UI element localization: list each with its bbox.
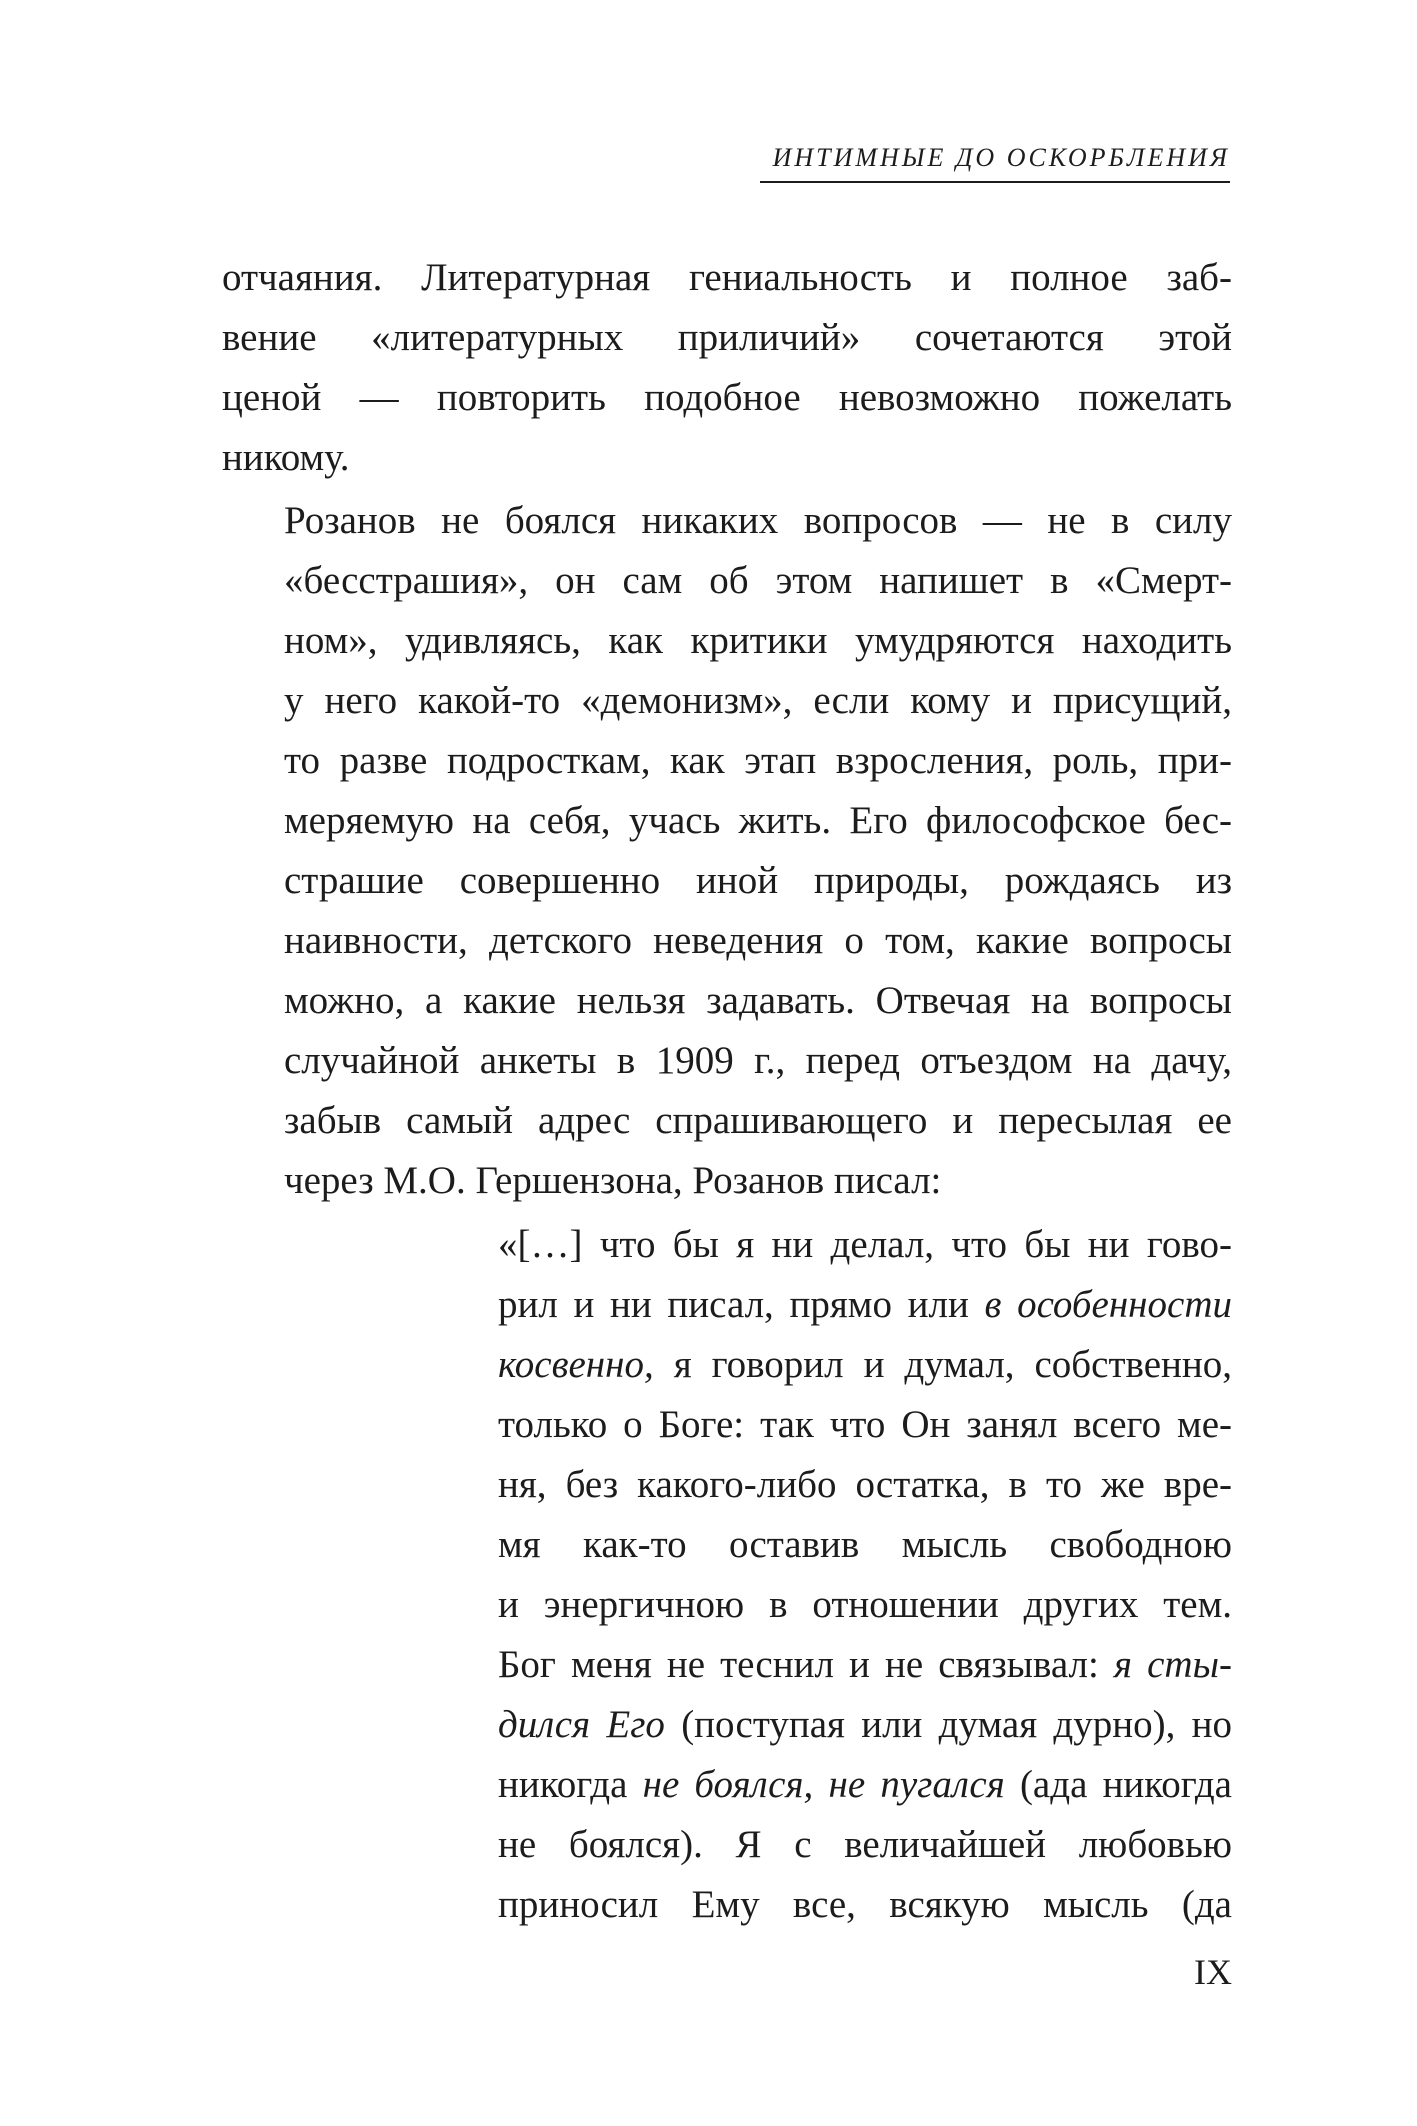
quote-text: рил и ни писал, прямо или — [498, 1283, 985, 1326]
body-text — [222, 248, 1232, 1211]
quote-line: не боялся). Я с величайшей любовью — [498, 1823, 1232, 1866]
quote-line: приносил Ему все, всякую мысль (да — [498, 1883, 1232, 1926]
text-line: ном», удивляясь, как критики умудряются находить — [284, 619, 1232, 662]
text-line: Розанов не боялся никаких вопросов — не в силу — [284, 499, 1232, 542]
text-line: никому. — [222, 436, 350, 479]
quote-italic: косвенно, — [498, 1343, 654, 1386]
text-line: отчаяния. Литературная гениальность и полное заб- — [222, 256, 1232, 299]
text-line: забыв самый адрес спрашивающего и пересылая ее — [284, 1099, 1232, 1142]
quote-line — [498, 1755, 1232, 1815]
quote-italic: дился Его — [498, 1703, 665, 1746]
block-quote — [498, 1215, 1232, 1935]
quote-italic: я сты- — [1113, 1643, 1232, 1686]
paragraph-2 — [222, 491, 1232, 1211]
quote-line — [498, 1695, 1232, 1755]
text-line: случайной анкеты в 1909 г., перед отъездом на дачу, — [284, 1039, 1232, 1082]
text-line: страшие совершенно иной природы, рождаясь из — [284, 859, 1232, 902]
running-head: ИНТИМНЫЕ ДО ОСКОРБЛЕНИЯ — [772, 143, 1230, 172]
text-line: ценой — повторить подобное невозможно пожелать — [222, 376, 1232, 419]
quote-line: ня, без какого-либо остатка, в то же вре- — [498, 1463, 1232, 1506]
running-head-rule — [760, 181, 1230, 183]
text-line: то разве подросткам, как этап взросления, роль, при- — [284, 739, 1232, 782]
quote-line: и энергичною в отношении других тем. — [498, 1583, 1232, 1626]
quote-line: только о Боге: так что Он занял всего ме- — [498, 1403, 1232, 1446]
quote-text: я говорил и думал, собственно, — [653, 1343, 1232, 1386]
text-line: через М.О. Гершензона, Розанов писал: — [284, 1159, 942, 1202]
quote-line: «[…] что бы я ни делал, что бы ни гово- — [498, 1223, 1232, 1266]
text-line: вение «литературных приличий» сочетаются этой — [222, 316, 1232, 359]
text-line: «бесстрашия», он сам об этом напишет в «Смерт- — [284, 559, 1232, 602]
quote-text: (ада никогда — [1004, 1763, 1232, 1806]
text-line: у него какой-то «демонизм», если кому и присущий, — [284, 679, 1232, 722]
quote-text: никогда — [498, 1763, 643, 1806]
quote-line — [498, 1635, 1232, 1695]
quote-text: Бог меня не теснил и не связывал: — [498, 1643, 1114, 1686]
text-line: наивности, детского неведения о том, какие вопросы — [284, 919, 1232, 962]
quote-italic: в особенности — [984, 1283, 1232, 1326]
quote-line — [498, 1335, 1232, 1395]
text-line: можно, а какие нельзя задавать. Отвечая на вопросы — [284, 979, 1232, 1022]
paragraph-1 — [222, 248, 1232, 488]
page-number: IX — [1194, 1952, 1232, 1992]
quote-line — [498, 1275, 1232, 1335]
quote-text: (поступая или думая дурно), но — [664, 1703, 1232, 1746]
quote-line: мя как-то оставив мысль свободною — [498, 1523, 1232, 1566]
quote-italic: не боялся, не пугался — [642, 1763, 1005, 1806]
text-line: меряемую на себя, учась жить. Его философское бес- — [284, 799, 1232, 842]
